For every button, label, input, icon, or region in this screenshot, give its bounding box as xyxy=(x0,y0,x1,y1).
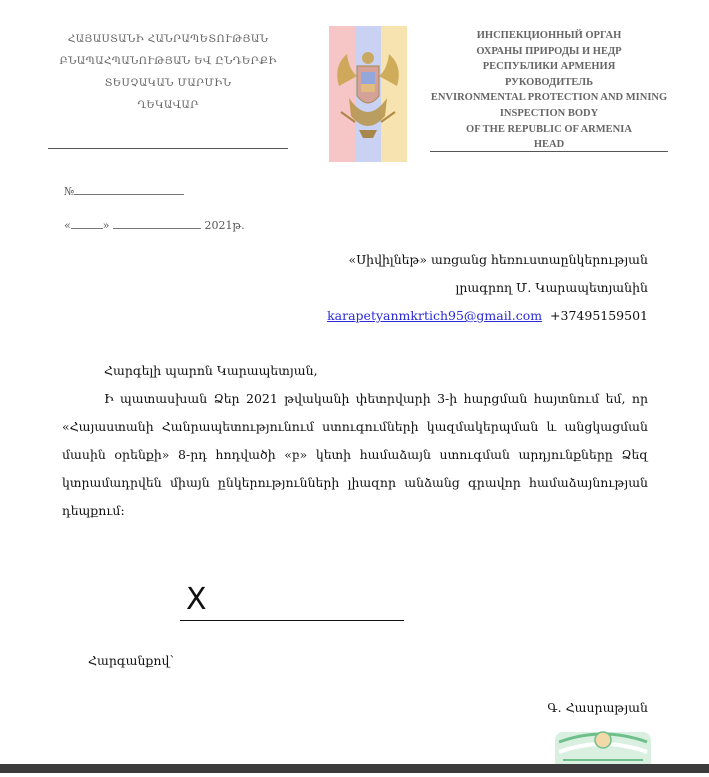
header-foreign-line: INSPECTION BODY xyxy=(499,107,599,119)
date-close-quote: » xyxy=(102,219,110,232)
header-armenian-line: ՀԱՅԱՍՏԱՆԻ ՀԱՆՐԱՊԵՏՈՒԹՅԱՆ xyxy=(67,33,269,45)
reference-number xyxy=(64,183,184,198)
header-foreign xyxy=(428,28,670,153)
month-blank xyxy=(113,217,201,229)
day-blank xyxy=(71,217,103,229)
number-blank xyxy=(74,183,184,195)
signature-mark: X xyxy=(186,582,207,617)
addressee-line-2: լրագրող Մ․ Կարապետյանին xyxy=(455,280,648,295)
phone-number: +37495159501 xyxy=(550,308,648,323)
header-armenian-line: ԲՆԱՊԱՀՊԱՆՈՒԹՅԱՆ ԵՎ ԸՆԴԵՐՔԻ xyxy=(59,55,277,67)
header-foreign-line: ОХРАНЫ ПРИРОДЫ И НЕДР xyxy=(476,45,622,57)
coat-of-arms-emblem xyxy=(329,26,407,162)
closing: Հարգանքով՝ xyxy=(88,653,174,668)
header-foreign-line: РУКОВОДИТЕЛЬ xyxy=(504,76,594,88)
header-armenian xyxy=(48,28,288,116)
date-open-quote: « xyxy=(64,219,71,232)
date-year: 2021թ. xyxy=(204,219,245,232)
reference-date xyxy=(64,217,245,232)
header-armenian-line: ՏԵՍՉԱԿԱՆ ՄԱՐՄԻՆ xyxy=(104,77,232,89)
number-label: № xyxy=(64,185,75,198)
header-foreign-line: ENVIRONMENTAL PROTECTION AND MINING xyxy=(430,92,668,104)
header-foreign-line: ИНСПЕКЦИОННЫЙ ОРГАН xyxy=(476,30,622,41)
signatory-name: Գ. Հասրաթյան xyxy=(547,700,648,715)
bottom-toolbar xyxy=(0,764,709,773)
addressee-line-1: «Սիվիլնեթ» առցանց հեռուստաընկերության xyxy=(348,252,648,267)
email-link[interactable]: karapetyanmkrtich95@gmail.com xyxy=(327,308,543,323)
header-left-rule xyxy=(48,148,288,149)
header-foreign-line: HEAD xyxy=(533,139,565,151)
addressee-contacts xyxy=(327,308,648,323)
header-foreign-line: РЕСПУБЛИКИ АРМЕНИЯ xyxy=(482,61,616,73)
letter-paragraph: Ի պատասխան Ձեր 2021 թվականի փետրվարի 3-ի հարցման հայտնում եմ, որ «Հայաստանի Հանրապետությունում ստուգումների կազմակերպման և անցկացման մասին օրենքի» 8-րդ հոդվածի «բ» կետի համաձայն ստուգման արդյունքները Ձեզ կտրամադրվեն միայն ընկերությունների լիազոր անձանց գրավոր համաձայնության դեպքում։ xyxy=(62,391,648,518)
header-right-rule xyxy=(430,151,668,152)
signature-line xyxy=(180,620,404,621)
salutation: Հարգելի պարոն Կարապետյան, xyxy=(104,363,318,378)
header-armenian-line: ՂԵԿԱՎԱՐ xyxy=(137,99,199,111)
letter-body xyxy=(62,357,648,525)
header-foreign-line: OF THE REPUBLIC OF ARMENIA xyxy=(466,123,632,135)
